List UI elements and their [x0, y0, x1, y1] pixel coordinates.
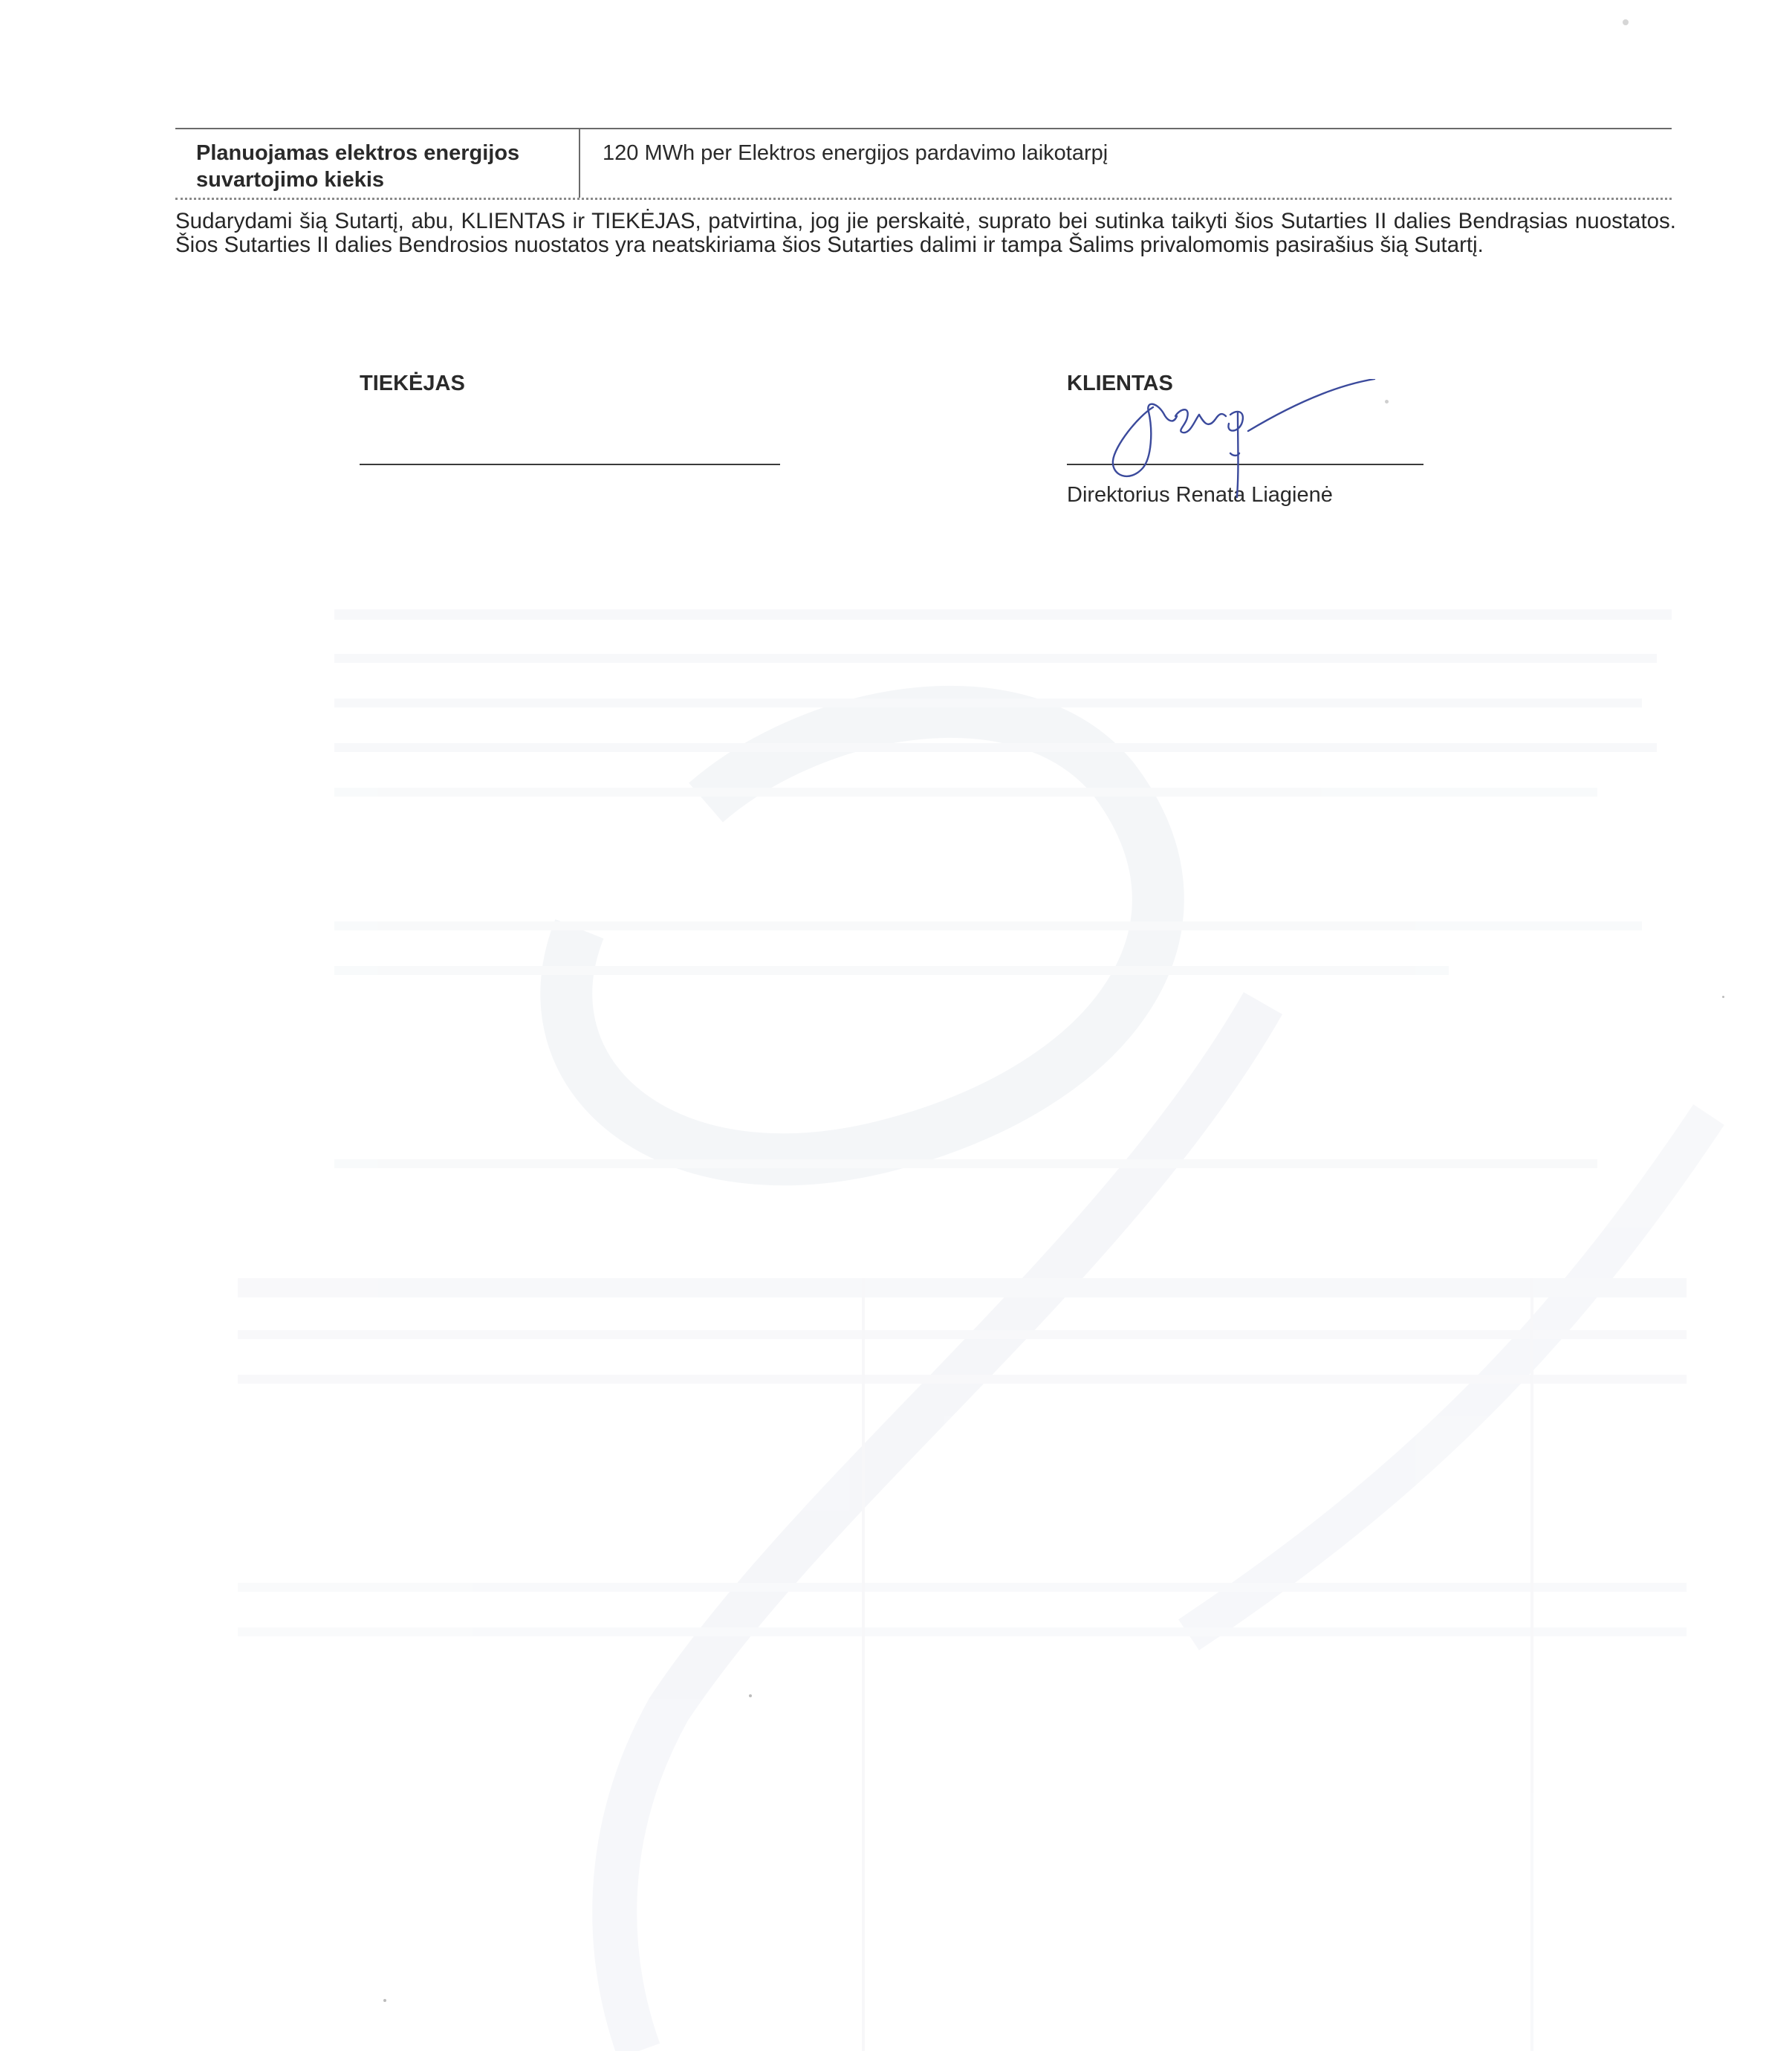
scan-speck — [383, 1999, 386, 2002]
client-title: KLIENTAS — [1067, 372, 1173, 395]
scan-speck — [1722, 996, 1724, 998]
handwritten-signature — [1100, 379, 1397, 498]
supplier-block — [360, 372, 465, 396]
supplier-title: TIEKĖJAS — [360, 372, 465, 395]
scan-speck — [749, 1694, 752, 1697]
spec-table — [175, 128, 1672, 200]
agreement-paragraph: Sudarydami šią Sutartį, abu, KLIENTAS ir TIEKĖJAS, patvirtina, jog jie perskaitė, suprato bei sutinka taikyti šios Sutarties II dalies Bendrąsias nuostatos. Šios Sutarties II dalies Bendrosios nuostatos yra neatskiriama šios Sutarties dalimi ir tampa Šalims privalomomis pasirašius šią Sutartį. — [175, 209, 1676, 257]
spec-value: 120 MWh per Elektros energijos pardavimo laikotarpį — [603, 141, 1108, 165]
client-signatory-name: Direktorius Renata Liagienė — [1067, 483, 1333, 507]
scan-speck — [1623, 19, 1629, 25]
spec-label: Planuojamas elektros energijos suvartojimo kiekis — [175, 129, 580, 198]
supplier-signature-line — [360, 464, 780, 465]
scan-speck — [1385, 400, 1389, 404]
